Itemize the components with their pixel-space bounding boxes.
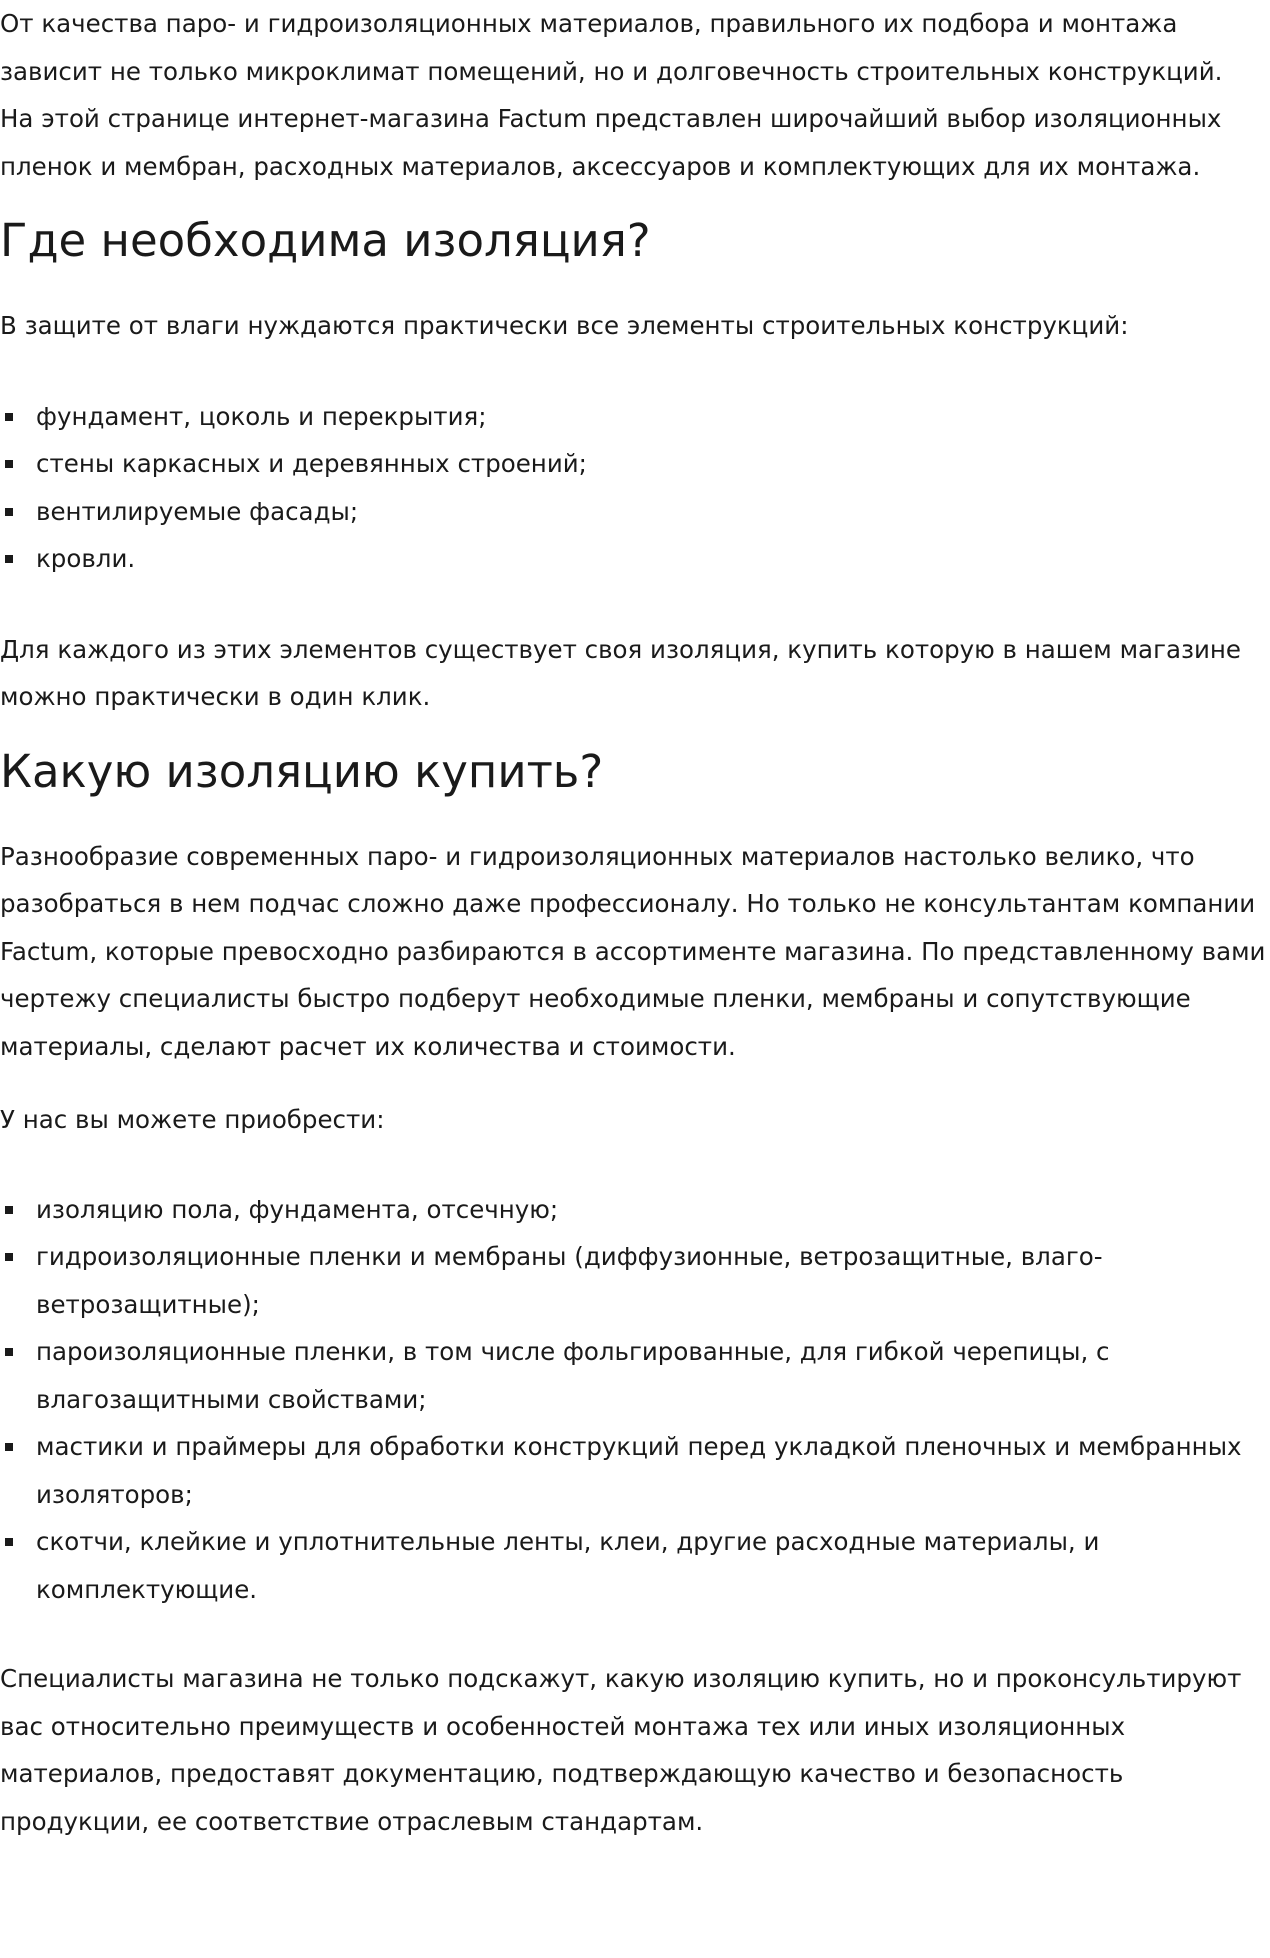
list-item: фундамент, цоколь и перекрытия; [0,393,1270,441]
specialists-paragraph: Специалисты магазина не только подскажут, какую изоляцию купить, но и проконсультируют вас относительно преимуществ и особенностей монтажа тех или иных изоляционных материалов, предоставят документацию, подтверждающую качество и безопасность продукции, ее соответствие отраслевым стандартам. [0,1664,1242,1836]
list-item: кровли. [0,535,1270,583]
intro-paragraph: От качества паро- и гидроизоляционных материалов, правильного их подбора и монтажа зависит не только микроклимат помещений, но и долговечность строительных конструкций. На этой странице интернет-магазина Factum представлен широчайший выбор изоляционных пленок и мембран, расходных материалов, аксессуаров и комплектующих для их монтажа. [0,9,1223,181]
heading-which-insulation-to-buy: Какую изоляцию купить? [0,744,604,798]
variety-paragraph: Разнообразие современных паро- и гидроизоляционных материалов настолько велико, что разобраться в нем подчас сложно даже профессионалу. Но только не консультантам компании Factum, которые превосходно разбираются в ассортименте магазина. По представленному вами чертежу специалисты быстро подберут необходимые пленки, мембраны и сопутствующие материалы, сделают расчет их количества и стоимости. [0,841,1266,1061]
each-element-paragraph: Для каждого из этих элементов существует своя изоляция, купить которую в нашем магазине можно практически в один клик. [0,634,1241,711]
construction-elements-list [0,393,1270,583]
list-item: гидроизоляционные пленки и мембраны (диффузионные, ветрозащитные, влаго-ветрозащитные); [0,1233,1270,1328]
list-item: скотчи, клейкие и уплотнительные ленты, клеи, другие расходные материалы, и комплектующие. [0,1518,1270,1613]
list-item: пароизоляционные пленки, в том числе фольгированные, для гибкой черепицы, с влагозащитными свойствами; [0,1328,1270,1423]
where-lead-paragraph: В защите от влаги нуждаются практически все элементы строительных конструкций: [0,311,1129,340]
heading-where-insulation-needed: Где необходима изоляция? [0,214,651,267]
list-item: стены каркасных и деревянных строений; [0,440,1270,488]
list-item: изоляцию пола, фундамента, отсечную; [0,1186,1270,1234]
list-item: мастики и праймеры для обработки конструкций перед укладкой пленочных и мембранных изоляторов; [0,1423,1270,1518]
buy-lead-paragraph: У нас вы можете приобрести: [0,1105,385,1134]
products-list [0,1186,1270,1614]
list-item: вентилируемые фасады; [0,488,1270,536]
